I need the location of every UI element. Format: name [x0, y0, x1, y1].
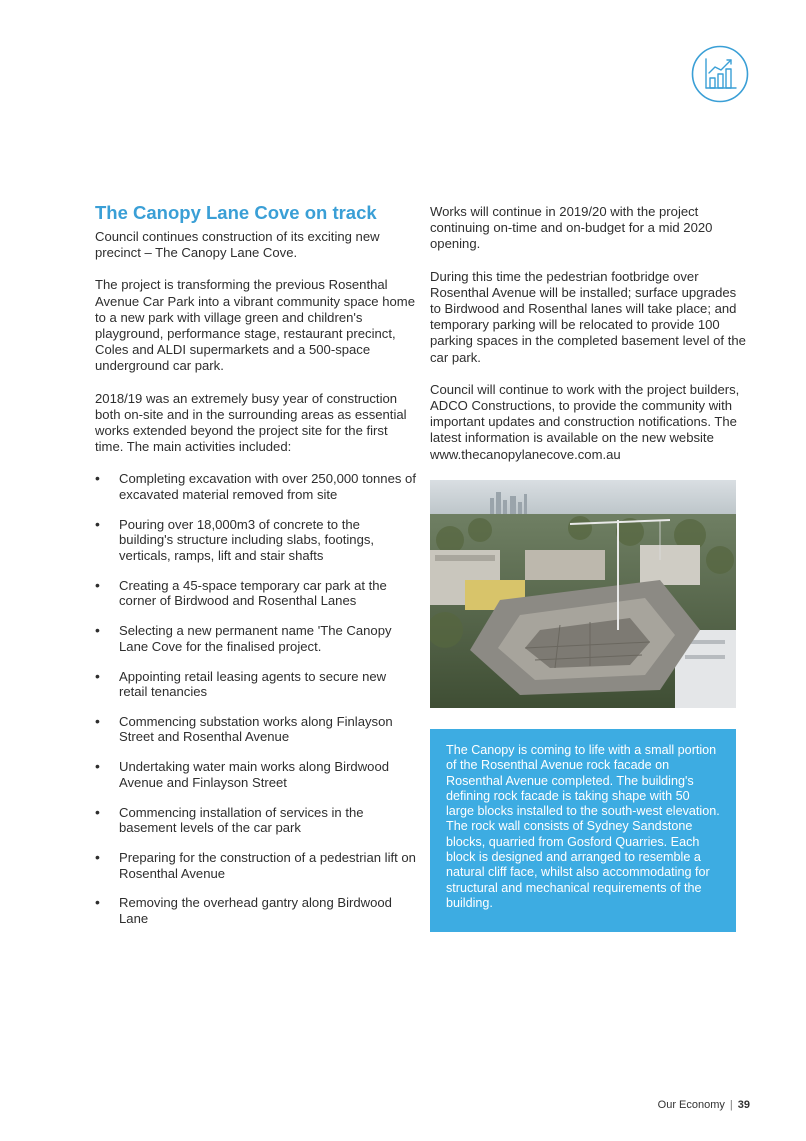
list-item: • Creating a 45-space temporary car park at the corner of Birdwood and Rosenthal Lanes	[95, 576, 387, 609]
community-paragraph: Council will continue to work with the project builders, ADCO Constructions, to provide the community with important updates and construction notifications. The latest information is available on the new website www.thecanopylanecove.com.au	[430, 381, 740, 462]
construction-site-photo	[430, 480, 736, 708]
bullet-icon: •	[95, 515, 100, 532]
right-column	[430, 204, 748, 479]
works-paragraph: During this time the pedestrian footbridge over Rosenthal Avenue will be installed; surface upgrades to Birdwood and Rosenthal lanes will take place; and temporary parking will be relocated to provide 100 parking spaces in the completed basement level of the car park.	[430, 268, 746, 365]
bullet-icon: •	[95, 712, 100, 729]
activities-list	[95, 471, 417, 926]
footer-separator: |	[729, 1099, 733, 1111]
list-item: • Selecting a new permanent name 'The Canopy Lane Cove for the finalised project.	[95, 622, 392, 654]
bullet-icon: •	[95, 470, 100, 487]
intro-paragraph: Council continues construction of its exciting new precinct – The Canopy Lane Cove.	[95, 229, 380, 261]
bullet-icon: •	[95, 803, 100, 820]
left-column	[95, 201, 417, 941]
list-item: • Commencing substation works along Finlayson Street and Rosenthal Avenue	[95, 712, 393, 745]
page-footer	[658, 1099, 750, 1111]
list-item: • Removing the overhead gantry along Birdwood Lane	[95, 894, 392, 926]
bullet-icon: •	[95, 576, 100, 593]
timeline-paragraph: Works will continue in 2019/20 with the project continuing on-time and on-budget for a mid 2020 opening.	[430, 204, 713, 252]
footer-section: Our Economy	[657, 1099, 725, 1111]
bullet-icon: •	[95, 849, 100, 866]
list-item: • Preparing for the construction of a pedestrian lift on Rosenthal Avenue	[95, 849, 416, 881]
list-item: • Appointing retail leasing agents to secure new retail tenancies	[95, 667, 387, 699]
activities-paragraph: 2018/19 was an extremely busy year of construction both on-site and in the surrounding areas as essential works extended beyond the project site for the first time. The main activities included:	[95, 390, 407, 455]
project-paragraph: The project is transforming the previous Rosenthal Avenue Car Park into a vibrant community space home to a new park with village green and children's playground, performance stage, restaurant precinct, Coles and ALDI supermarkets and a 500-space underground car park.	[95, 277, 415, 374]
list-item: • Undertaking water main works along Birdwood Avenue and Finlayson Street	[95, 758, 390, 790]
page-number: 39	[737, 1099, 750, 1111]
list-item: • Pouring over 18,000m3 of concrete to the building's structure including slabs, footings, verticals, ramps, lift and stair shafts	[95, 515, 375, 563]
bar-chart-growth-icon	[691, 45, 749, 103]
bullet-icon: •	[95, 667, 100, 684]
bullet-icon: •	[95, 894, 100, 911]
photo-caption-box	[430, 729, 736, 932]
article-title: The Canopy Lane Cove on track	[95, 202, 377, 223]
bullet-icon: •	[95, 758, 100, 775]
list-item: • Completing excavation with over 250,000 tonnes of excavated material removed from site	[95, 470, 416, 502]
list-item: • Commencing installation of services in the basement levels of the car park	[95, 803, 364, 836]
bullet-icon: •	[95, 622, 100, 639]
photo-caption: The Canopy is coming to life with a small portion of the Rosenthal Avenue rock facade on Rosenthal Avenue completed. The building's defining rock facade is taking shape with 50 large blocks installed to the south-west elevation. The rock wall consists of Sydney Sandstone blocks, quarried from Gosford Quarries. Each block is designed and arranged to resemble a natural cliff face, whilst also accommodating for structural and mechanical requirements of the building.	[446, 743, 720, 910]
